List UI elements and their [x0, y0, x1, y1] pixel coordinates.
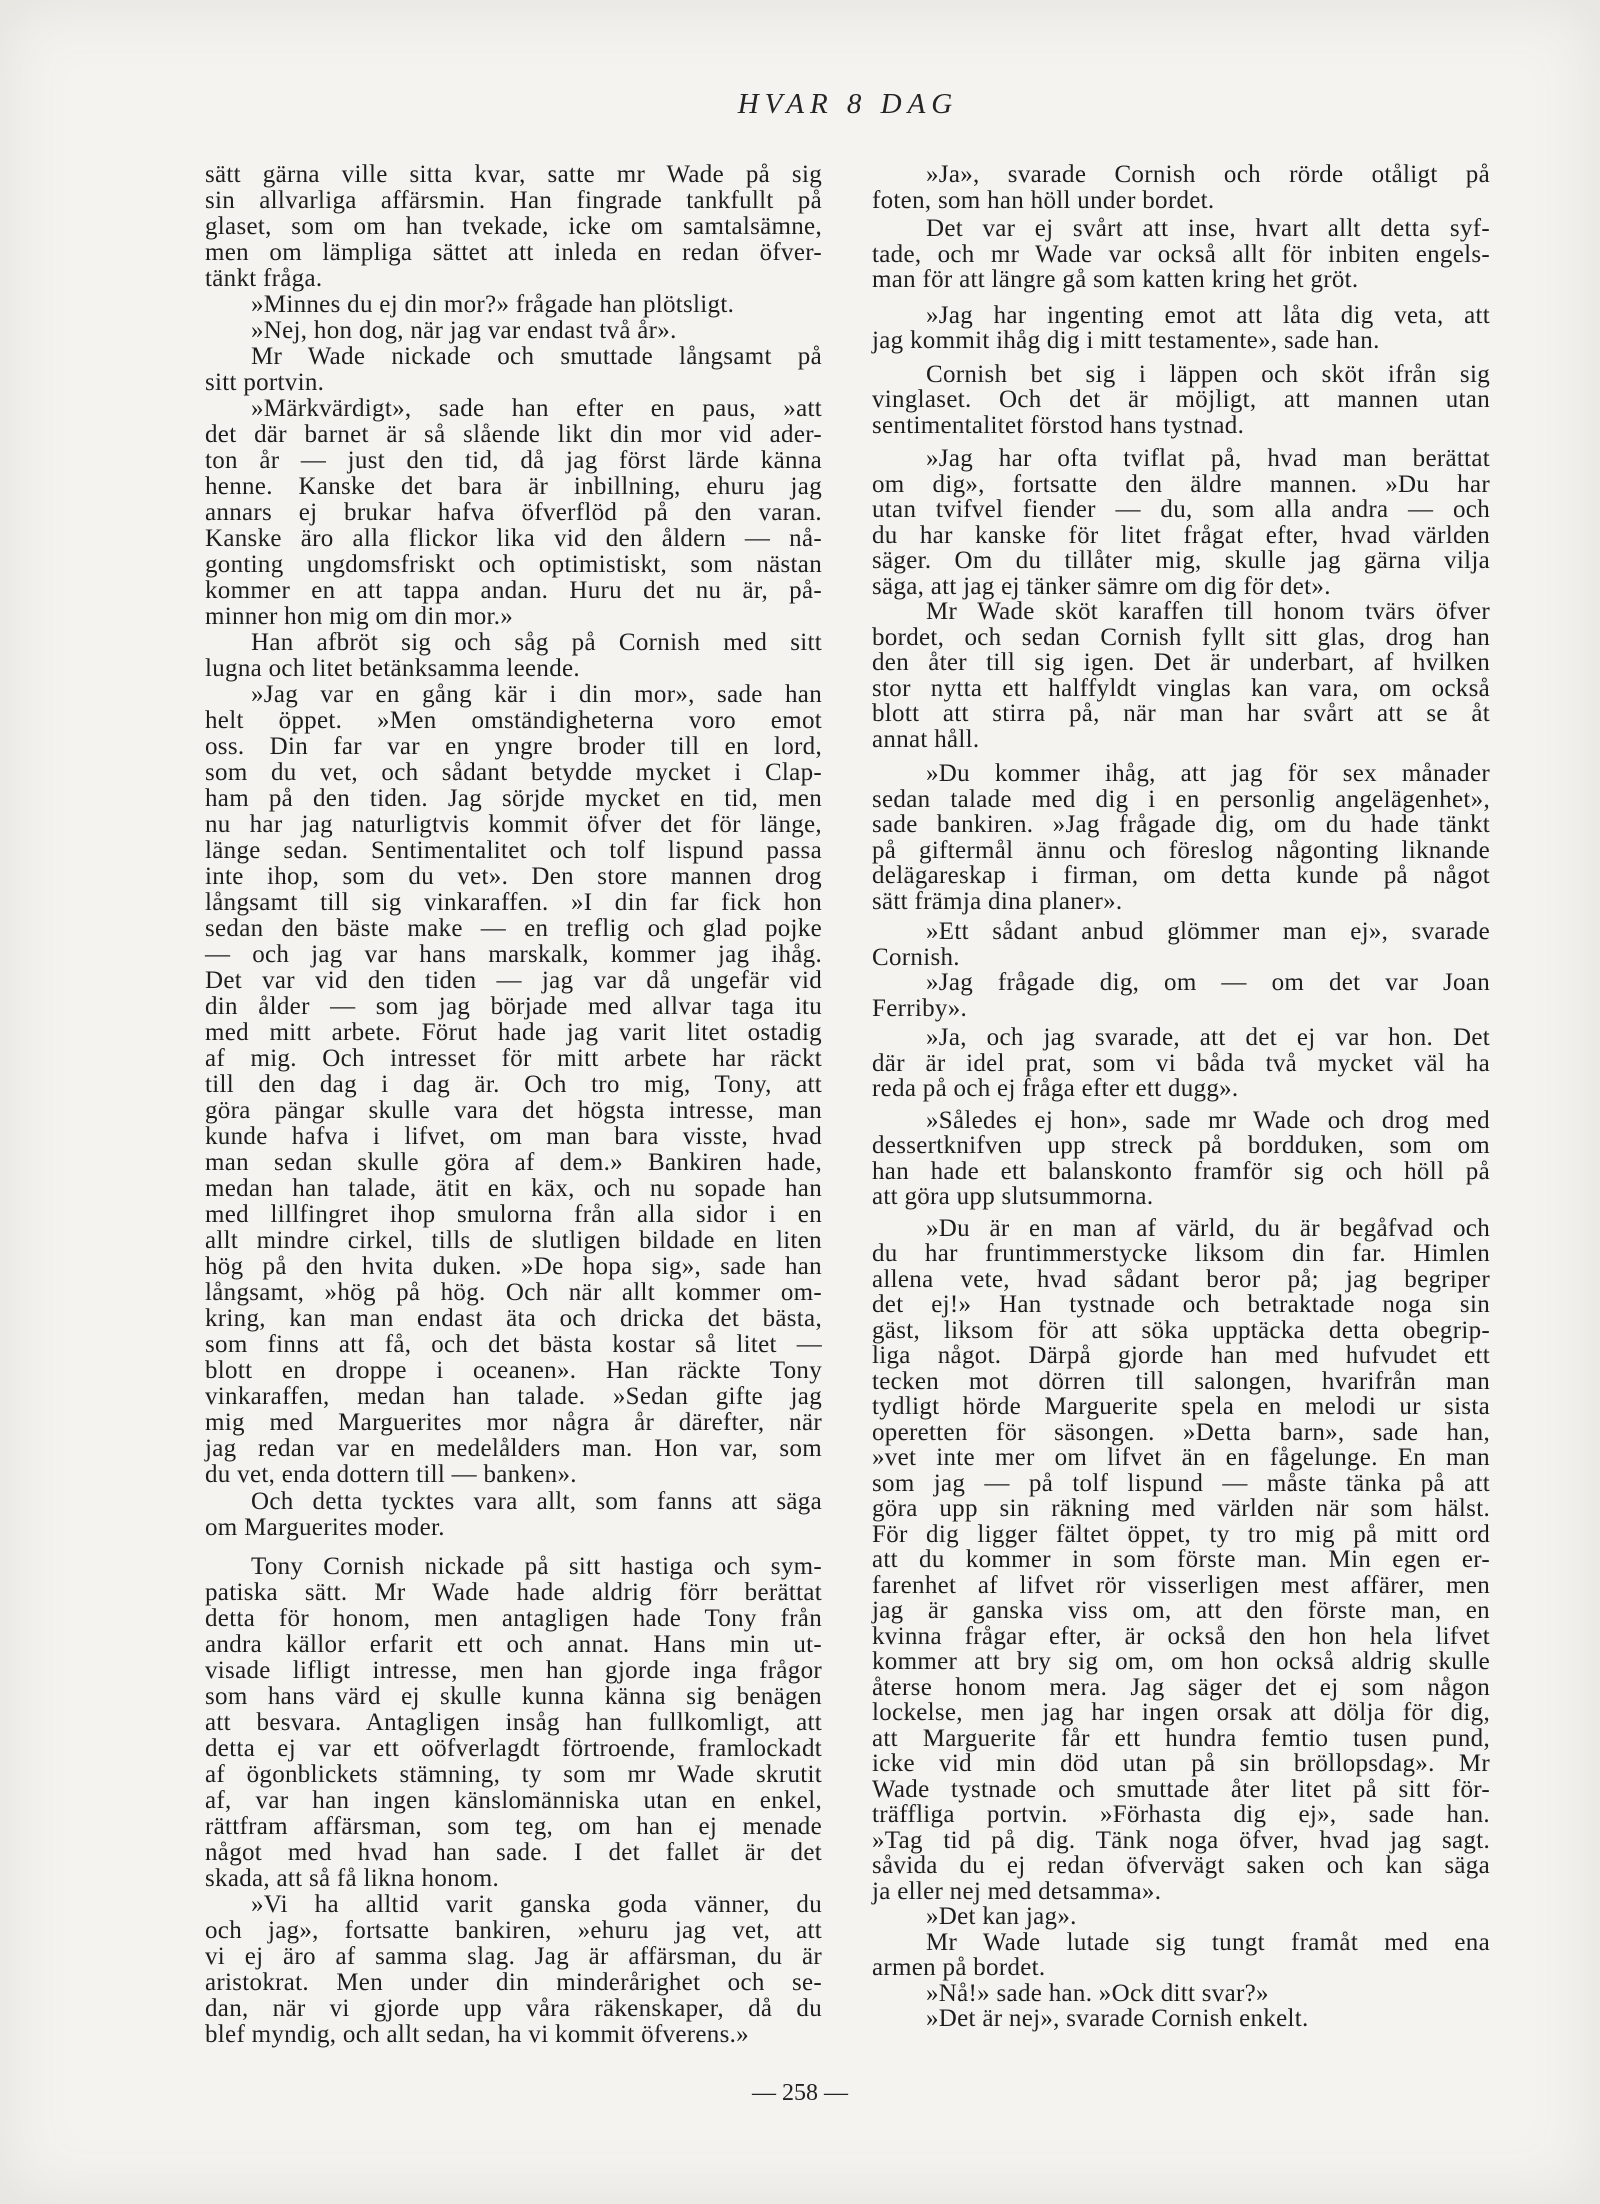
text-line: rättfram affärsman, som teg, om han ej menade [205, 1813, 822, 1840]
text-line: med mitt arbete. Förut hade jag varit litet ostadig [205, 1019, 822, 1046]
text-line: Mr Wade nickade och smuttade långsamt på [251, 343, 822, 370]
text-line: annat håll. [872, 725, 980, 753]
text-line: ham på den tiden. Jag sörjde mycket en tid, men [205, 785, 822, 812]
text-line: sedan talade med dig i en personlig angelägenhet», [872, 785, 1490, 813]
text-line: sade bankiren. »Jag frågade dig, om du hade tänkt [872, 811, 1490, 838]
text-line: lugna och litet betänksamma leende. [205, 655, 580, 682]
paragraph [205, 396, 822, 630]
text-line: återse honom mera. Jag säger det ej som någon [872, 1673, 1490, 1701]
text-line: »Ja», svarade Cornish och rörde otåligt på [926, 161, 1490, 188]
text-line: Cornish bet sig i läppen och sköt ifrån sig [926, 360, 1490, 388]
text-line: glaset, som om han tvekade, icke om samtalsämne, [205, 213, 822, 240]
paragraph [872, 2006, 1490, 2032]
text-line: Kanske äro alla flickor lika vid den åldern — nå- [205, 525, 822, 552]
text-line: operetten för säsongen. »Detta barn», sade han, [872, 1418, 1490, 1446]
text-line: som hans värd ej skulle kunna känna sig benägen [205, 1683, 822, 1710]
text-line: jag kommit ihåg dig i mitt testamente», sade han. [872, 327, 1380, 354]
text-line: tade, och mr Wade var också allt för inbiten engels- [872, 240, 1490, 268]
text-line: Ferriby». [872, 994, 968, 1022]
text-line: han hade ett balanskonto framför sig och höll på [872, 1157, 1490, 1185]
text-line: »Nej, hon dog, när jag var endast två år». [251, 317, 677, 344]
text-line: bordet, och sedan Cornish fyllt sitt glas, drog han [872, 623, 1490, 651]
text-line: länge sedan. Sentimentalitet och tolf lispund passa [205, 837, 822, 864]
text-line: att du kommer in som förste man. Min egen er- [872, 1546, 1490, 1573]
text-line: Tony Cornish nickade på sitt hastiga och sym- [251, 1553, 822, 1580]
text-line: »Det är nej», svarade Cornish enkelt. [926, 2005, 1309, 2032]
text-line: »Du är en man af värld, du är begåfvad och [926, 1214, 1490, 1242]
paragraph [872, 1025, 1490, 1102]
paragraph [205, 318, 822, 344]
page-footer [700, 2078, 900, 2108]
text-line: sentimentalitet förstod hans tystnad. [872, 411, 1245, 439]
text-line: andra källor erfarit ett och annat. Hans min ut- [205, 1631, 822, 1658]
text-line: men om lämpliga sättet att inleda en redan öfver- [205, 239, 822, 266]
text-line: kring, kan man endast äta och dricka det bästa, [205, 1305, 822, 1332]
text-line: där är idel prat, som vi båda två mycket väl ha [872, 1049, 1490, 1077]
text-line: af ögonblickets stämning, ty som mr Wade skrutit [205, 1761, 822, 1788]
text-line: »Minnes du ej din mor?» frågade han plötsligt. [251, 291, 735, 318]
text-line: gäst, liksom för att söka upptäcka detta obegrip- [872, 1316, 1490, 1344]
text-line: ja eller nej med detsamma». [872, 1877, 1162, 1905]
text-line: träffliga portvin. »Förhasta dig ej», sade han. [872, 1801, 1490, 1828]
text-line: Det var ej svårt att inse, hvart allt detta syf- [926, 215, 1490, 242]
text-line: liga något. Därpå gjorde han med hufvudet ett [872, 1342, 1490, 1369]
text-line: aristokrat. Men under din minderårighet och se- [205, 1969, 822, 1996]
text-line: man för att längre gå som katten kring het gröt. [872, 266, 1359, 293]
text-line: »Jag frågade dig, om — om det var Joan [926, 969, 1490, 996]
text-line: som finns att få, och det bästa kostar så litet — [205, 1331, 822, 1358]
text-line: kunde hafva i lifvet, om man bara visste, hvad [205, 1123, 822, 1150]
text-line: dessertknifven upp streck på bordduken, som om [872, 1132, 1490, 1159]
text-line: — och jag var hans marskalk, kommer jag ihåg. [205, 941, 822, 968]
text-line: om dig», fortsatte den äldre mannen. »Du har [872, 470, 1490, 498]
text-line: som jag — på tolf lispund — måste tänka på att [872, 1469, 1490, 1497]
text-line: skada, att så få likna honom. [205, 1865, 500, 1892]
text-line: nu har jag naturligtvis kommit öfver det för länge, [205, 811, 822, 838]
paragraph [872, 1216, 1490, 1905]
text-line: »Jag har ofta tviflat på, hvad man berättat [926, 445, 1490, 472]
text-line: att göra upp slutsummorna. [872, 1183, 1154, 1210]
text-line: till den dag i dag är. Och tro mig, Tony, att [205, 1071, 822, 1098]
text-line: helt öppet. »Men omständigheterna voro emot [205, 707, 822, 734]
text-line: sin allvarliga affärsmin. Han fingrade tankfullt på [205, 187, 822, 214]
text-line: »Det kan jag». [926, 1903, 1077, 1930]
text-line: göra upp sin räkning med världen när som hälst. [872, 1495, 1490, 1522]
paragraph [872, 919, 1490, 970]
text-line: göra pängar skulle vara det högsta intresse, man [205, 1097, 822, 1124]
text-line: säga, att jag ej tänker sämre om dig för det». [872, 572, 1331, 600]
text-line: sätt gärna ville sitta kvar, satte mr Wade på sig [205, 161, 822, 188]
text-line: annars ej brukar hafva öfverflöd på den varan. [205, 499, 822, 526]
text-line: visade lifligt intresse, men han gjorde inga frågor [205, 1657, 822, 1684]
text-line: det där barnet är så slående likt din mor vid ader- [205, 421, 822, 448]
text-line: gonting ungdomsfriskt och optimistiskt, som nästan [205, 551, 822, 578]
running-header [698, 86, 998, 122]
text-line: vinkaraffen, medan han talade. »Sedan gifte jag [205, 1383, 822, 1410]
text-line: delägareskap i firman, om detta kunde på något [872, 862, 1490, 889]
text-line: farenhet af lifvet rör visserligen mest affärer, men [872, 1571, 1490, 1599]
text-line: den åter till sig igen. Det är underbart, af hvilken [872, 649, 1490, 676]
text-line: på giftermål ännu och föreslog någonting liknande [872, 836, 1490, 864]
text-line: kommer en att tappa andan. Huru det nu är, på- [205, 577, 822, 604]
text-line: »Ett sådant anbud glömmer man ej», svarade [926, 918, 1490, 945]
text-line: icke vid min död utan på sin bröllopsdag». Mr [872, 1750, 1490, 1777]
text-line: vinglaset. Och det är möjligt, att mannen utan [872, 386, 1490, 413]
text-line: detta för honom, men antagligen hade Tony från [205, 1605, 822, 1632]
text-line: du har fruntimmerstycke liksom din far. Himlen [872, 1240, 1490, 1267]
text-line: medan han talade, ätit en käx, och nu sopade han [205, 1175, 822, 1202]
text-line: »Jag var en gång kär i din mor», sade han [251, 681, 822, 708]
text-line: utan tvifvel fiender — du, som alla andra — och [872, 496, 1490, 523]
text-line: blott en droppe i oceanen». Han räckte Tony [205, 1357, 822, 1384]
text-line: det ej!» Han tystnade och betraktade noga sin [872, 1291, 1490, 1318]
text-line: »vet inte mer om lifvet än en fågelunge. En man [872, 1444, 1490, 1471]
text-line: »Vi ha alltid varit ganska goda vänner, du [251, 1891, 822, 1918]
text-line: detta ej var ett oöfverlagdt förtroende, framlockadt [205, 1735, 822, 1762]
text-line: henne. Kanske det bara är inbillning, ehuru jag [205, 473, 822, 500]
text-line: långsamt till sig vinkaraffen. »I din far fick hon [205, 889, 822, 916]
paragraph [872, 303, 1490, 354]
text-line: och jag», fortsatte bankiren, »ehuru jag vet, att [205, 1917, 822, 1944]
text-line: blott att stirra på, när man har svårt att se åt [872, 700, 1490, 727]
text-line: blef myndig, och allt sedan, ha vi kommit öfverens.» [205, 2021, 749, 2048]
text-line: Wade tystnade och smuttade åter litet på sitt för- [872, 1775, 1490, 1803]
paragraph [205, 1892, 822, 2048]
text-line: För dig ligger fältet öppet, ty tro mig på mitt ord [872, 1520, 1490, 1548]
text-line: »Således ej hon», sade mr Wade och drog med [926, 1106, 1490, 1134]
text-line: minner hon mig om din mor.» [205, 603, 514, 630]
text-line: Och detta tycktes vara allt, som fanns att säga [251, 1488, 822, 1515]
magazine-title: HVAR 8 DAG [737, 88, 959, 120]
column-left [205, 162, 822, 2048]
text-line: dan, när vi gjorde upp våra räkenskaper, då du [205, 1995, 822, 2022]
text-line: lockelse, men jag har ingen orsak att dölja för dig, [872, 1699, 1490, 1726]
paragraph [205, 162, 822, 292]
paragraph [205, 1489, 822, 1541]
text-line: af mig. Och intresset för mitt arbete har räckt [205, 1045, 822, 1072]
text-line: du har kanske för litet frågat efter, hvad världen [872, 521, 1490, 549]
text-line: du vet, enda dottern till — banken». [205, 1461, 577, 1488]
paragraph [872, 162, 1490, 213]
text-line: som du vet, och sådant betydde mycket i Clap- [205, 759, 822, 786]
text-line: med lillfingret ihop smulorna från alla sidor i en [205, 1201, 822, 1228]
paragraph [205, 344, 822, 396]
text-line: ton år — just den tid, då jag först lärde känna [205, 447, 822, 474]
paragraph [872, 1930, 1490, 1981]
paragraph [872, 761, 1490, 914]
text-line: hög på den hvita duken. »De hopa sig», sade han [205, 1253, 822, 1280]
paragraph [205, 292, 822, 318]
paragraph [872, 1981, 1490, 2007]
text-line: säger. Om du tillåter mig, skulle jag gärna vilja [872, 547, 1490, 574]
text-line: långsamt, »hög på hög. Och när allt kommer om- [205, 1279, 822, 1306]
text-line: såvida du ej redan öfvervägt saken och kan säga [872, 1852, 1490, 1879]
text-line: om Marguerites moder. [205, 1514, 445, 1541]
paragraph [205, 630, 822, 682]
text-line: »Jag har ingenting emot att låta dig veta, att [926, 301, 1490, 329]
text-line: »Märkvärdigt», sade han efter en paus, »att [251, 395, 822, 422]
text-line: Det var vid den tiden — jag var då ungefär vid [205, 967, 822, 994]
text-line: allena vete, hvad sådant beror på; jag begriper [872, 1265, 1490, 1293]
column-right [872, 162, 1490, 2032]
text-line: »Tag tid på dig. Tänk noga öfver, hvad jag sagt. [872, 1826, 1490, 1854]
text-line: tänkt fråga. [205, 265, 323, 292]
text-line: Mr Wade sköt karaffen till honom tvärs öfver [926, 598, 1490, 625]
text-line: man sedan skulle göra af dem.» Bankiren hade, [205, 1149, 822, 1176]
paragraph [872, 1904, 1490, 1930]
text-line: jag redan var en medelålders man. Hon var, som [205, 1435, 822, 1462]
text-line: tecken mot dörren till salongen, hvarifrån man [872, 1367, 1490, 1395]
text-line: jag är ganska viss om, att den förste man, en [872, 1597, 1490, 1624]
text-line: vi ej äro af samma slag. Jag är affärsman, du är [205, 1943, 822, 1970]
text-line: Mr Wade lutade sig tungt framåt med ena [926, 1928, 1490, 1956]
text-line: af, var han ingen känslomänniska utan en enkel, [205, 1787, 822, 1814]
page-number: — 258 — [752, 2080, 848, 2106]
text-line: mig med Marguerites mor några år därefter, när [205, 1409, 822, 1436]
text-line: »Ja, och jag svarade, att det ej var hon. Det [926, 1024, 1490, 1051]
text-line: tydligt hörde Marguerite spela en melodi ur sista [872, 1393, 1490, 1420]
text-line: sitt portvin. [205, 369, 325, 396]
text-line: »Nå!» sade han. »Ock ditt svar?» [926, 1979, 1269, 2007]
paragraph [872, 362, 1490, 439]
text-line: att Marguerite får ett hundra femtio tusen pund, [872, 1724, 1490, 1752]
paragraph [872, 216, 1490, 293]
paragraph [205, 1554, 822, 1892]
text-line: sätt främja dina planer». [872, 887, 1123, 915]
paragraph [205, 682, 822, 1488]
text-line: sedan den bäste make — en treflig och glad pojke [205, 915, 822, 942]
text-line: patiska sätt. Mr Wade hade aldrig förr berättat [205, 1579, 822, 1606]
text-line: kommer att bry sig om, om hon också aldrig skulle [872, 1648, 1490, 1675]
text-line: att besvara. Antagligen insåg han fullkomligt, att [205, 1709, 822, 1736]
text-line: stor nytta ett halffyldt vinglas kan vara, om också [872, 674, 1490, 702]
paragraph [872, 446, 1490, 599]
text-line: armen på bordet. [872, 1954, 1046, 1981]
text-line: något med hvad han sade. I det fallet är det [205, 1839, 822, 1866]
text-line: kvinna frågar efter, är också den hon hela lifvet [872, 1622, 1490, 1650]
text-line: din ålder — som jag började med allvar taga itu [205, 993, 822, 1020]
text-line: reda på och ej fråga efter ett dugg». [872, 1075, 1239, 1102]
text-line: inte ihop, som du vet». Den store mannen drog [205, 863, 822, 890]
text-line: oss. Din far var en yngre broder till en lord, [205, 733, 822, 760]
paragraph [872, 599, 1490, 752]
paragraph [872, 970, 1490, 1021]
text-line: allt mindre cirkel, tills de slutligen bildade en liten [205, 1227, 822, 1254]
text-line: »Du kommer ihåg, att jag för sex månader [926, 760, 1490, 787]
text-line: Cornish. [872, 943, 960, 971]
text-line: Han afbröt sig och såg på Cornish med sitt [251, 629, 822, 656]
paragraph [872, 1108, 1490, 1210]
text-line: foten, som han höll under bordet. [872, 186, 1215, 214]
